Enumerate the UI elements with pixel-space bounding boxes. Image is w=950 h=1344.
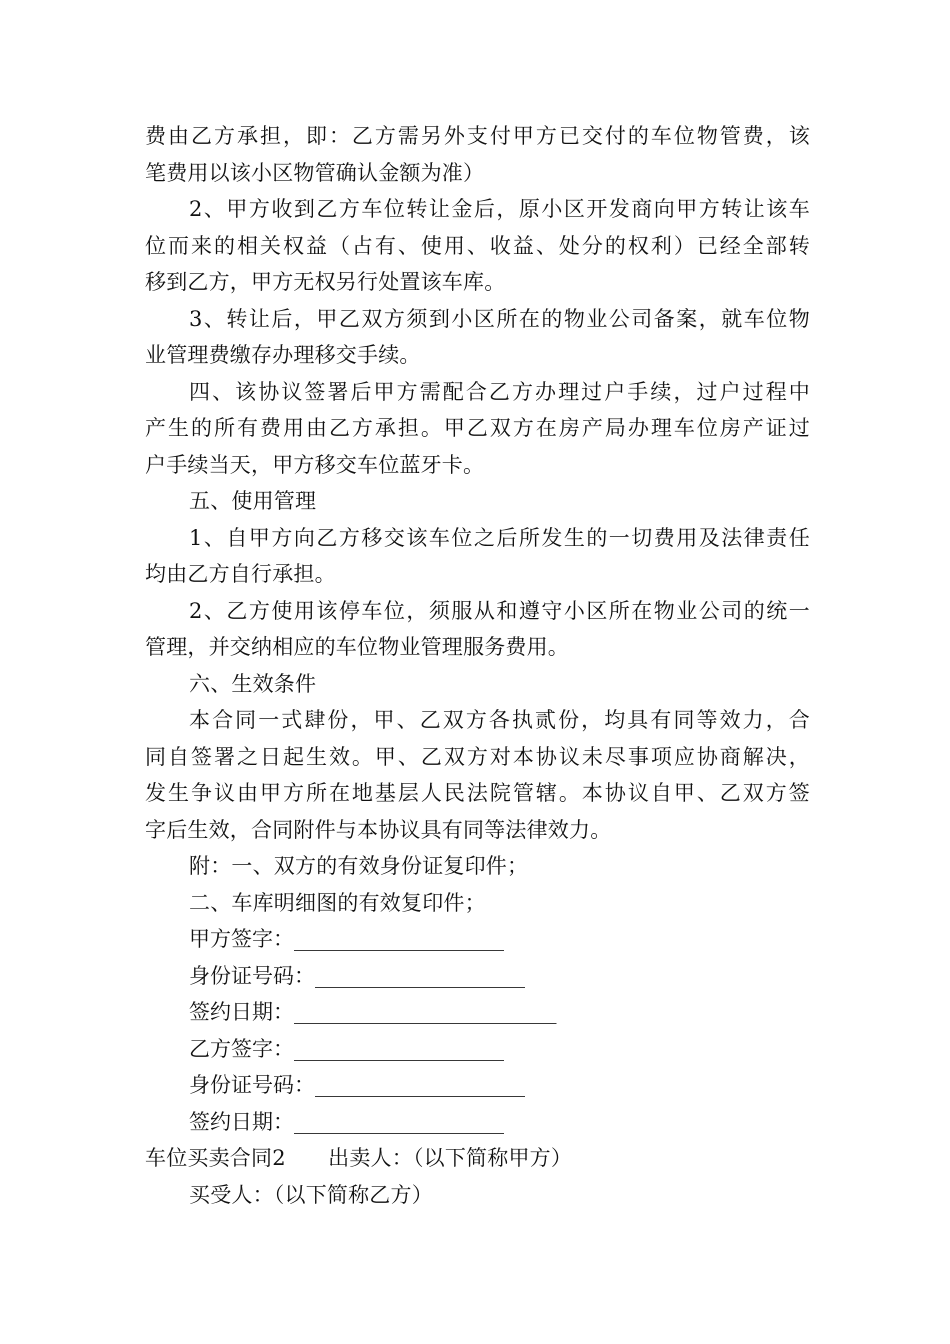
sign-date-party-a: 签约日期：_________________________ xyxy=(189,1000,557,1024)
id-number-party-b: 身份证号码：____________________ xyxy=(189,1073,525,1097)
id-number-party-a: 身份证号码：____________________ xyxy=(189,963,525,988)
paragraph-line: 1、自甲方向乙方移交该车位之后所发生的一切费用及法律责任 xyxy=(189,525,810,550)
paragraph-line: 产生的所有费用由乙方承担。甲乙双方在房产局办理车位房产证过 xyxy=(145,416,810,440)
section-heading: 五、使用管理 xyxy=(189,489,317,513)
paragraph-line: 位而来的相关权益（占有、使用、收益、处分的权利）已经全部转 xyxy=(145,233,810,258)
paragraph-line: 移到乙方，甲方无权另行处置该车库。 xyxy=(145,270,506,294)
paragraph-line: 业管理费缴存办理移交手续。 xyxy=(145,343,421,367)
paragraph-line: 四、该协议签署后甲方需配合乙方办理过户手续，过户过程中 xyxy=(189,379,810,404)
paragraph-line: 管理，并交纳相应的车位物业管理服务费用。 xyxy=(145,635,569,659)
section-heading: 六、生效条件 xyxy=(189,671,317,696)
paragraph-line: 发生争议由甲方所在地基层人民法院管辖。本协议自甲、乙双方签 xyxy=(145,781,810,805)
paragraph-line: 2、乙方使用该停车位，须服从和遵守小区所在物业公司的统一 xyxy=(189,598,810,623)
signature-party-a: 甲方签字：____________________ xyxy=(189,927,504,951)
paragraph-line: 费由乙方承担，即：乙方需另外支付甲方已交付的车位物管费，该 xyxy=(145,124,810,148)
sign-date-party-b: 签约日期：____________________ xyxy=(189,1109,504,1134)
attachment-line: 附：一、双方的有效身份证复印件； xyxy=(189,854,529,878)
document-body xyxy=(145,118,810,1213)
paragraph-line: 3、转让后，甲乙双方须到小区所在的物业公司备案，就车位物 xyxy=(189,306,810,331)
paragraph-line: 户手续当天，甲方移交车位蓝牙卡。 xyxy=(145,452,485,477)
paragraph-line: 本合同一式肆份，甲、乙双方各执贰份，均具有同等效力，合 xyxy=(189,708,810,732)
paragraph-line: 笔费用以该小区物管确认金额为准） xyxy=(145,160,485,185)
paragraph-line: 字后生效，合同附件与本协议具有同等法律效力。 xyxy=(145,817,612,842)
paragraph-line: 均由乙方自行承担。 xyxy=(145,562,336,586)
signature-party-b: 乙方签字：____________________ xyxy=(189,1036,504,1061)
paragraph-line: 2、甲方收到乙方车位转让金后，原小区开发商向甲方转让该车 xyxy=(189,197,810,221)
contract-2-heading: 车位买卖合同2 出卖人：（以下简称甲方） xyxy=(145,1146,573,1170)
attachment-line: 二、车库明细图的有效复印件； xyxy=(189,890,486,915)
paragraph-line: 同自签署之日起生效。甲、乙双方对本协议未尽事项应协商解决， xyxy=(145,744,810,769)
buyer-line: 买受人：（以下简称乙方） xyxy=(189,1182,433,1207)
